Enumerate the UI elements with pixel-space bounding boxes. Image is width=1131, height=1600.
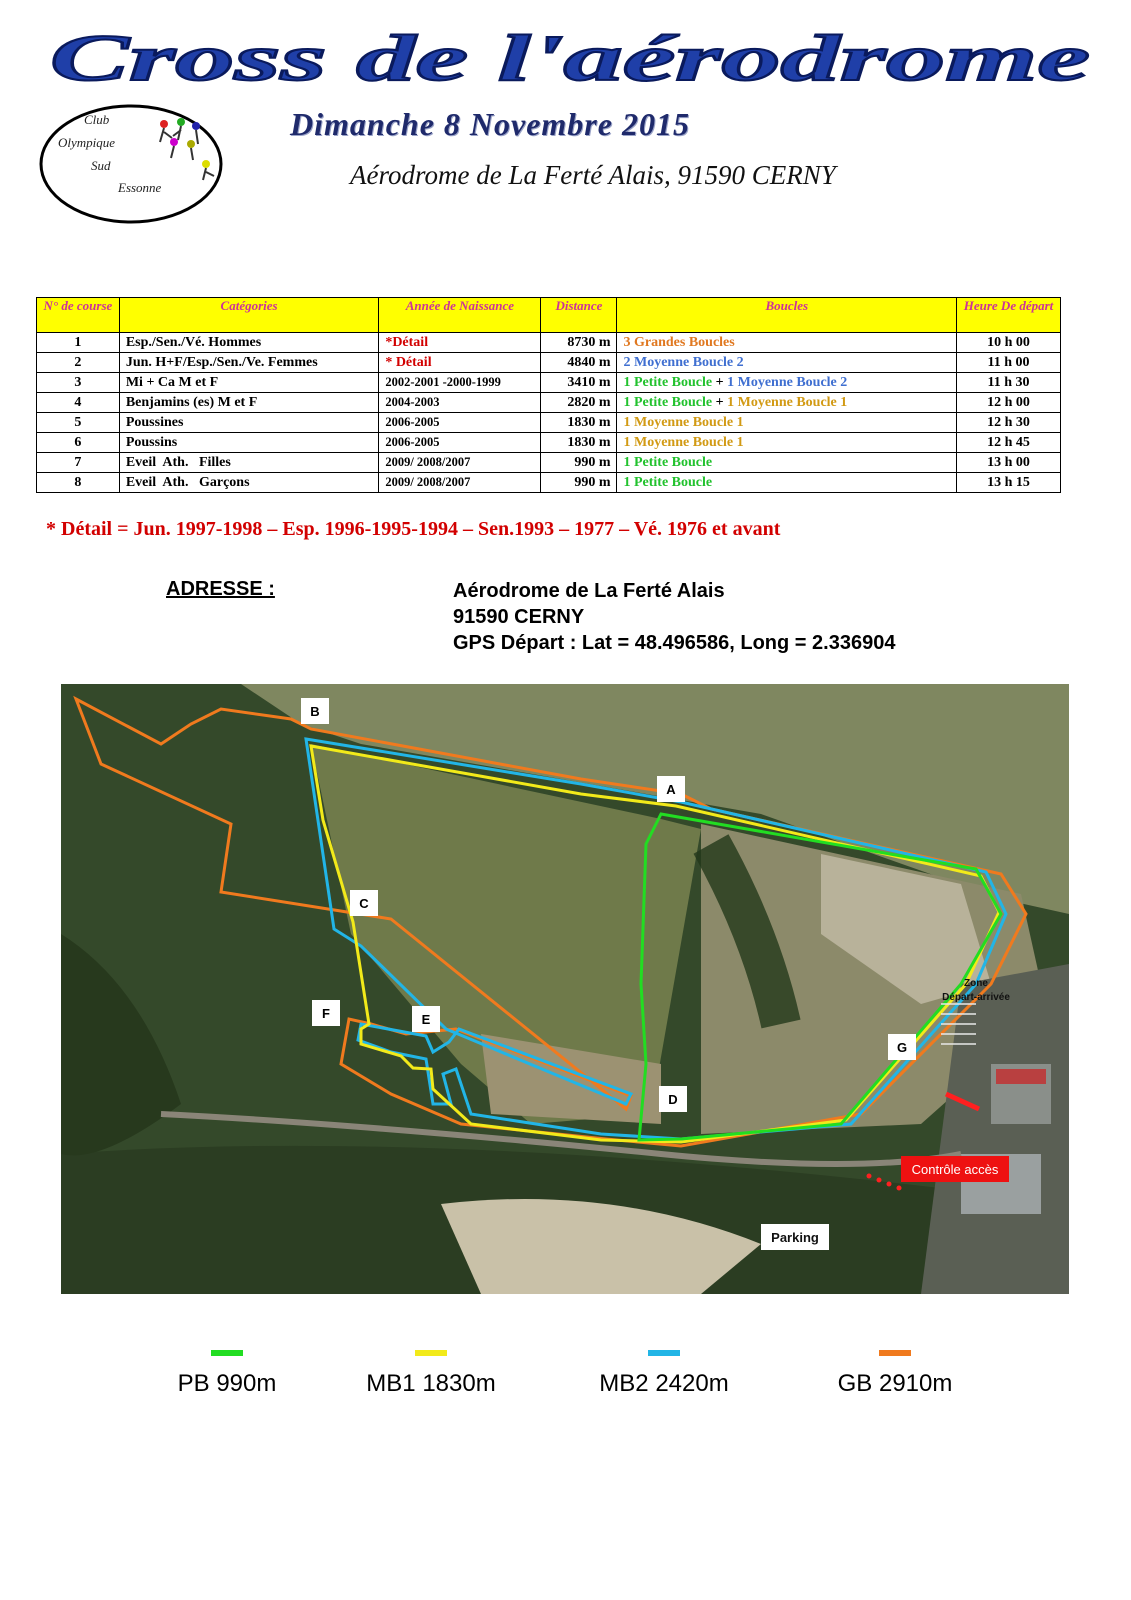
event-date: Dimanche 8 Novembre 2015	[290, 106, 690, 142]
race-distance: 990 m	[541, 473, 617, 493]
address-line2: 91590 CERNY	[453, 606, 585, 628]
race-time: 13 h 15	[957, 473, 1061, 493]
race-category: Benjamins (es) M et F	[119, 393, 378, 413]
race-num: 7	[37, 453, 120, 473]
table-row	[37, 453, 1061, 473]
race-year: 2004-2003	[379, 393, 541, 413]
waypoint-c	[350, 890, 378, 916]
race-time: 13 h 00	[957, 453, 1061, 473]
loop-a: 1 Petite Boucle	[623, 375, 713, 390]
legend-swatch	[879, 1350, 911, 1356]
waypoint-a	[657, 776, 685, 802]
legend-mb2	[564, 1350, 764, 1398]
control-label: Contrôle accès	[911, 1162, 999, 1177]
svg-text:D: D	[668, 1092, 678, 1107]
legend-label: MB1 1830m	[366, 1370, 496, 1397]
logo-line2: Olympique	[58, 135, 116, 150]
zone-line2: Départ-arrivée	[942, 992, 1010, 1003]
race-category: Eveil Ath. Filles	[119, 453, 378, 473]
race-distance: 8730 m	[541, 333, 617, 353]
race-distance: 2820 m	[541, 393, 617, 413]
race-loops	[617, 433, 957, 453]
race-time: 11 h 30	[957, 373, 1061, 393]
table-row	[37, 353, 1061, 373]
waypoint-g	[888, 1034, 916, 1060]
race-num: 2	[37, 353, 120, 373]
loop-a: 1 Petite Boucle	[623, 475, 713, 490]
race-num: 5	[37, 413, 120, 433]
race-distance: 1830 m	[541, 433, 617, 453]
race-loops	[617, 413, 957, 433]
race-category: Jun. H+F/Esp./Sen./Ve. Femmes	[119, 353, 378, 373]
svg-text:B: B	[310, 704, 320, 719]
race-category: Poussins	[119, 433, 378, 453]
loop-a: 2 Moyenne Boucle 2	[623, 355, 744, 370]
race-distance: 1830 m	[541, 413, 617, 433]
race-year: 2009/ 2008/2007	[379, 453, 541, 473]
header-num: N° de course	[37, 298, 120, 333]
table-row	[37, 333, 1061, 353]
race-num: 1	[37, 333, 120, 353]
address-line1: Aérodrome de La Ferté Alais	[453, 580, 725, 602]
loop-plus: +	[715, 375, 724, 390]
table-row	[37, 433, 1061, 453]
race-time: 12 h 00	[957, 393, 1061, 413]
race-category: Eveil Ath. Garçons	[119, 473, 378, 493]
races-table	[36, 297, 1061, 493]
loop-b: 1 Moyenne Boucle 1	[727, 395, 848, 410]
race-time: 12 h 30	[957, 413, 1061, 433]
race-distance: 990 m	[541, 453, 617, 473]
race-time: 11 h 00	[957, 353, 1061, 373]
legend-label: PB 990m	[177, 1370, 277, 1397]
waypoint-e	[412, 1006, 440, 1032]
race-year: 2006-2005	[379, 413, 541, 433]
event-venue: Aérodrome de La Ferté Alais, 91590 CERNY	[350, 160, 836, 190]
legend-label: MB2 2420m	[599, 1370, 729, 1397]
zone-line1: Zone	[964, 978, 988, 989]
svg-text:F: F	[322, 1006, 330, 1021]
race-loops	[617, 373, 957, 393]
loop-a: 1 Moyenne Boucle 1	[623, 415, 744, 430]
race-loops	[617, 473, 957, 493]
loop-b: 1 Moyenne Boucle 2	[727, 375, 848, 390]
table-row	[37, 373, 1061, 393]
race-year: *Détail	[379, 333, 541, 353]
race-num: 4	[37, 393, 120, 413]
race-time: 12 h 45	[957, 433, 1061, 453]
svg-text:C: C	[359, 896, 369, 911]
legend-swatch	[415, 1350, 447, 1356]
race-loops	[617, 393, 957, 413]
legend-swatch	[648, 1350, 680, 1356]
header-year: Année de Naissance	[379, 298, 541, 333]
parking-label: Parking	[771, 1230, 819, 1245]
race-loops	[617, 453, 957, 473]
table-header-row	[37, 298, 1061, 333]
race-num: 8	[37, 473, 120, 493]
legend-swatch	[211, 1350, 243, 1356]
race-category: Mi + Ca M et F	[119, 373, 378, 393]
svg-text:G: G	[896, 1040, 908, 1055]
legend-mb1	[331, 1350, 531, 1398]
title-text: Cross de l'aérodrome	[50, 28, 1090, 95]
header-loops: Boucles	[617, 298, 957, 333]
logo-line4: Essonne	[118, 180, 162, 195]
race-year: 2006-2005	[379, 433, 541, 453]
address-gps: GPS Départ : Lat = 48.496586, Long = 2.336904	[453, 632, 896, 654]
waypoint-b	[301, 698, 329, 724]
loop-a: 1 Moyenne Boucle 1	[623, 435, 744, 450]
logo-line3: Sud	[91, 158, 111, 173]
legend-pb	[127, 1350, 327, 1398]
loop-a: 1 Petite Boucle	[623, 455, 713, 470]
race-loops	[617, 353, 957, 373]
race-loops	[617, 333, 957, 353]
legend-label: GB 2910m	[837, 1370, 953, 1397]
race-distance: 3410 m	[541, 373, 617, 393]
race-num: 6	[37, 433, 120, 453]
legend-gb	[795, 1350, 995, 1398]
race-distance: 4840 m	[541, 353, 617, 373]
header-distance: Distance	[541, 298, 617, 333]
address-label: ADRESSE :	[166, 578, 275, 600]
birth-year-note: * Détail = Jun. 1997-1998 – Esp. 1996-1995-1994 – Sen.1993 – 1977 – Vé. 1976 et avant	[46, 518, 781, 540]
loop-a: 3 Grandes Boucles	[623, 335, 735, 350]
waypoint-d	[659, 1086, 687, 1112]
race-year: 2009/ 2008/2007	[379, 473, 541, 493]
table-row	[37, 413, 1061, 433]
loop-plus: +	[715, 395, 724, 410]
svg-text:A: A	[666, 782, 676, 797]
header-categories: Catégories	[119, 298, 378, 333]
race-time: 10 h 00	[957, 333, 1061, 353]
race-category: Esp./Sen./Vé. Hommes	[119, 333, 378, 353]
logo-line1: Club	[84, 112, 110, 127]
header-start-time: Heure De départ	[957, 298, 1061, 333]
loop-a: 1 Petite Boucle	[623, 395, 713, 410]
course-map	[61, 684, 1069, 1294]
poster-title	[40, 28, 1100, 98]
table-row	[37, 393, 1061, 413]
club-logo	[36, 102, 226, 227]
table-row	[37, 473, 1061, 493]
address-block	[453, 578, 895, 656]
race-category: Poussines	[119, 413, 378, 433]
waypoint-f	[312, 1000, 340, 1026]
race-num: 3	[37, 373, 120, 393]
svg-text:E: E	[421, 1012, 431, 1027]
race-year: 2002-2001 -2000-1999	[379, 373, 541, 393]
race-year: * Détail	[379, 353, 541, 373]
